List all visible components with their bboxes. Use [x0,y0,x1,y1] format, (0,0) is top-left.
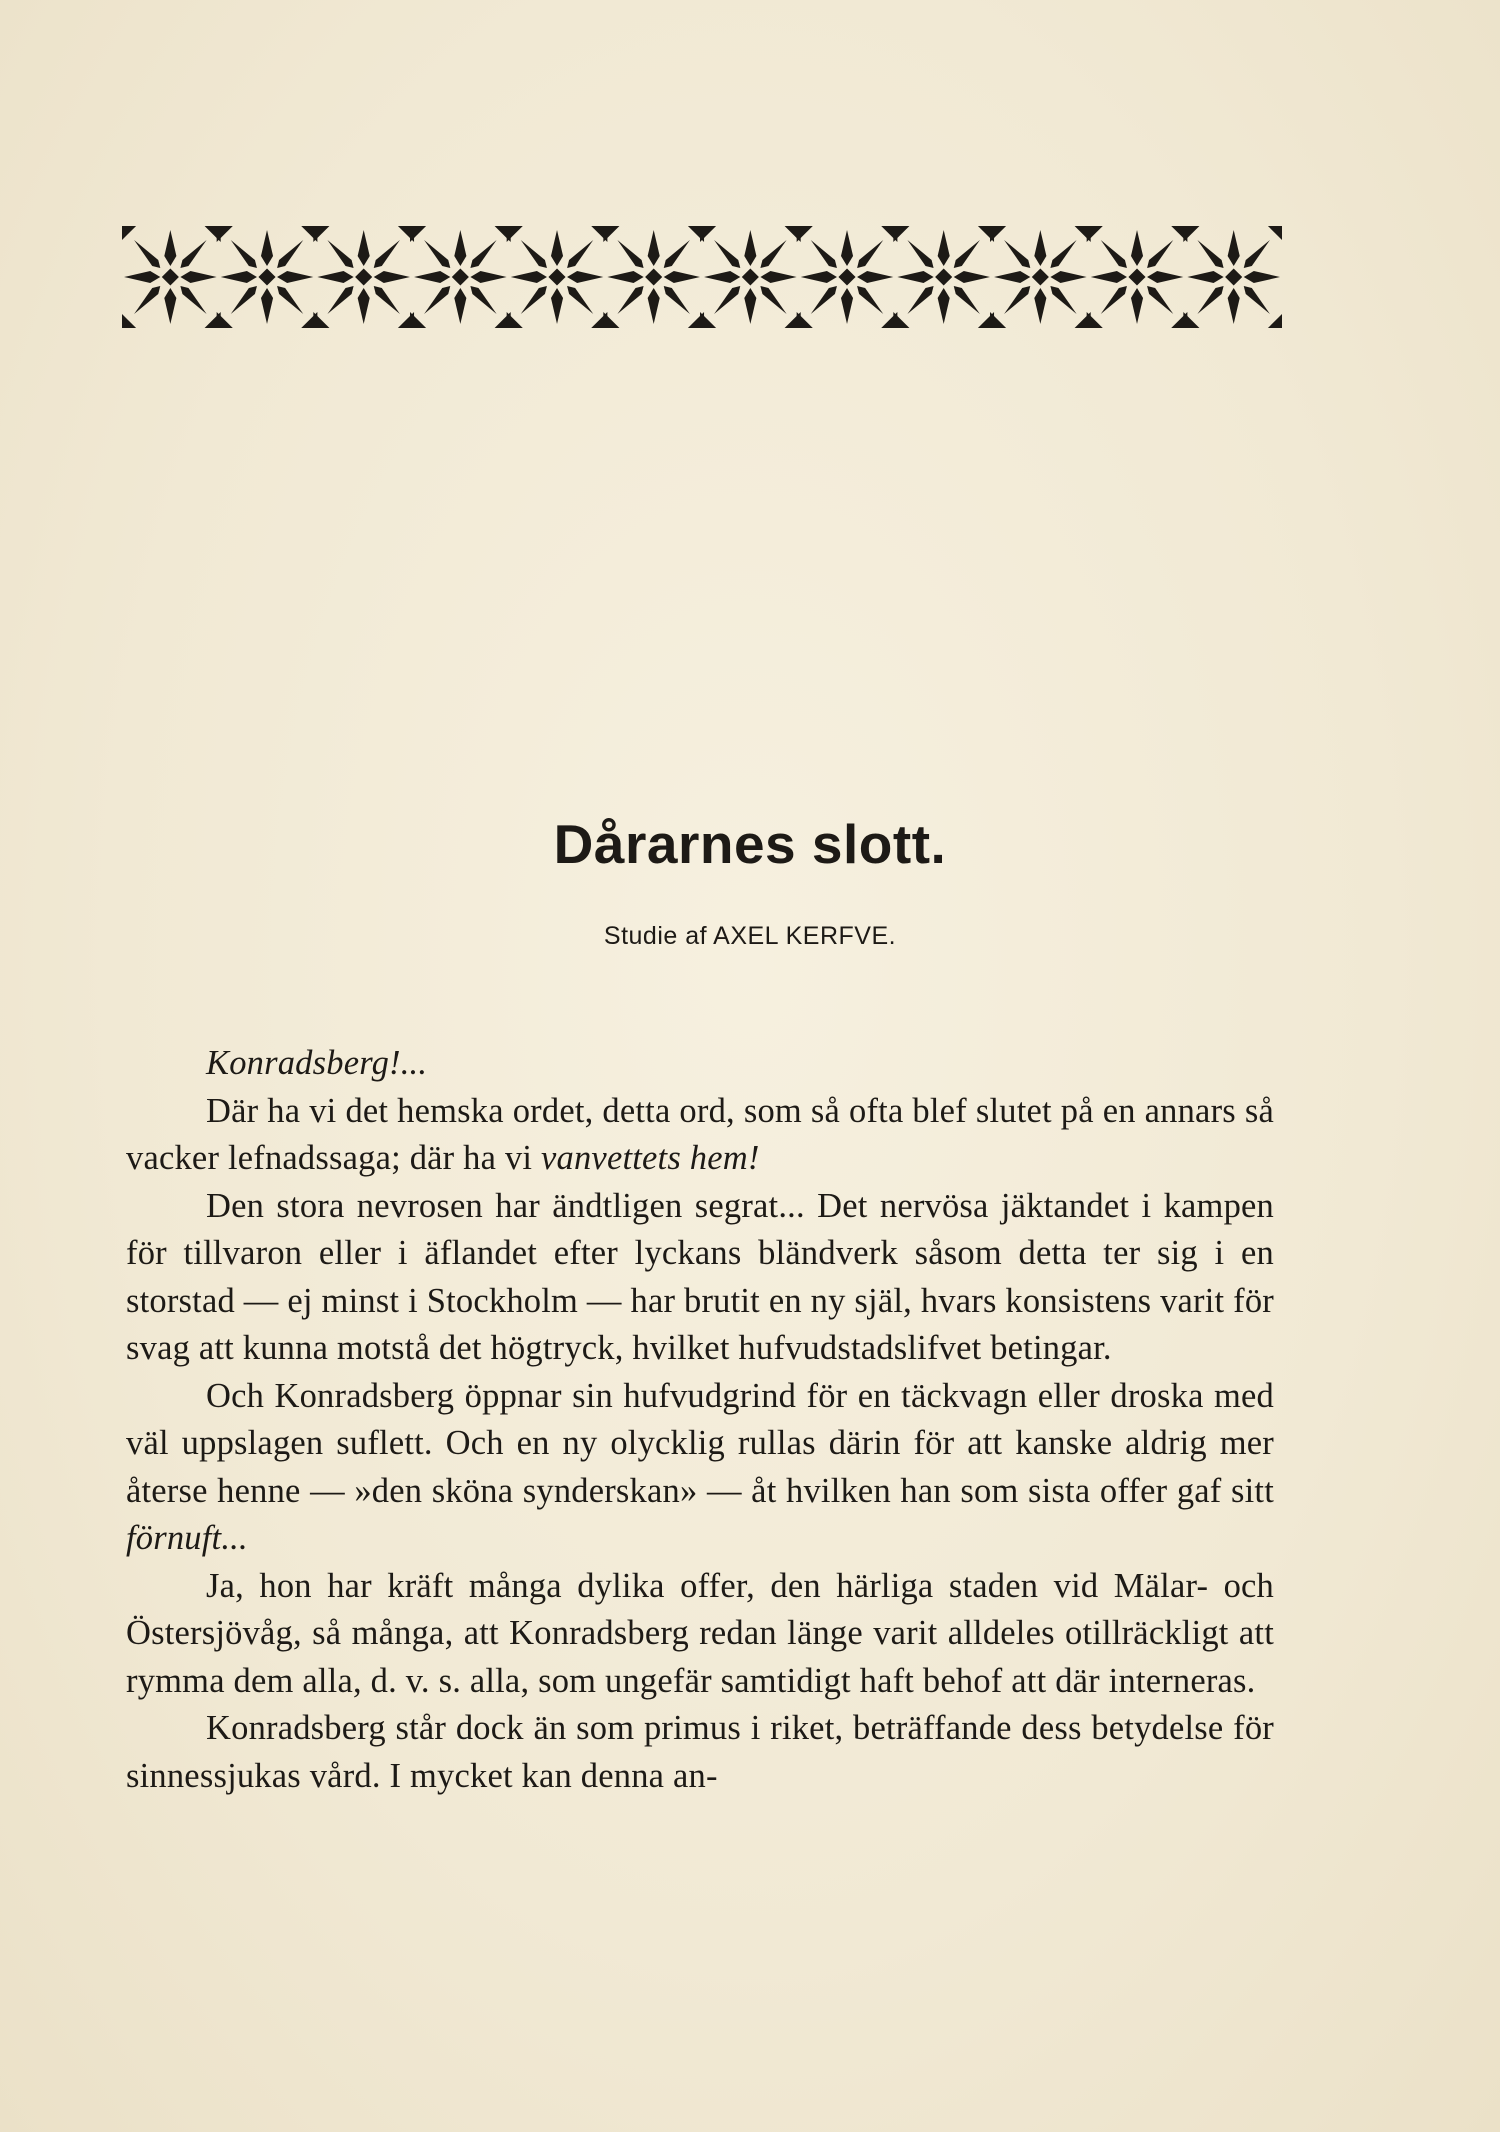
paragraph [126,1563,1274,1706]
ornament-motif [893,226,994,328]
italic-text: förnuft... [126,1519,248,1557]
paragraph [126,1705,1274,1800]
ornamental-border [122,226,1282,328]
italic-text: vanvettets hem! [541,1139,760,1177]
paragraph [126,1183,1274,1373]
ornament-motif [603,226,704,328]
article-body [126,1040,1274,1800]
text-segment: Där ha vi det hemska ordet, detta ord, som så ofta blef slutet på en annars så vacker lefnadssaga; där ha vi [126,1091,1274,1177]
ornament-motif [122,226,221,328]
paragraph [126,1088,1274,1183]
text-segment: Den stora nevrosen har ändtligen segrat... Det nervösa jäktandet i kampen för tillvaron eller i äflandet efter lyckans bländverk såsom detta ter sig i en storstad — ej minst i Stockholm — har brutit en ny själ, hvars konsistens varit för svag att kunna motstå det högtryck, hvilket hufvudstadslifvet betingar. [126,1186,1274,1367]
paragraph [126,1373,1274,1563]
ornament-motif [700,226,801,328]
ornament-motif [797,226,898,328]
text-segment: Ja, hon har kräft många dylika offer, den härliga staden vid Mälar- och Östersjövåg, så många, att Konradsberg redan länge varit alldeles otillräckligt att rymma dem alla, d. v. s. alla, som ungefär samtidigt haft behof att där interneras. [126,1566,1274,1700]
ornament-motif [1183,226,1282,328]
text-segment: Och Konradsberg öppnar sin hufvudgrind för en täckvagn eller droska med väl uppslagen suflett. Och en ny olycklig rullas därin för att kanske aldrig mer återse henne — »den sköna synderskan» — åt hvilken han som sista offer gaf sitt [126,1376,1274,1510]
ornament-motif [410,226,511,328]
article-title: Dårarnes slott. [553,813,947,875]
paragraph [126,1040,1274,1088]
ornament-motif [217,226,318,328]
article-byline: Studie af AXEL KERFVE. [603,922,897,950]
ornament-motif [313,226,414,328]
text-segment: Konradsberg står dock än som primus i riket, beträffande dess betydelse för sinnessjukas vård. I mycket kan denna an- [126,1709,1274,1795]
ornament-motif [990,226,1091,328]
ornament-motif [507,226,608,328]
italic-text: Konradsberg!... [206,1044,428,1082]
ornament-motif [1087,226,1188,328]
